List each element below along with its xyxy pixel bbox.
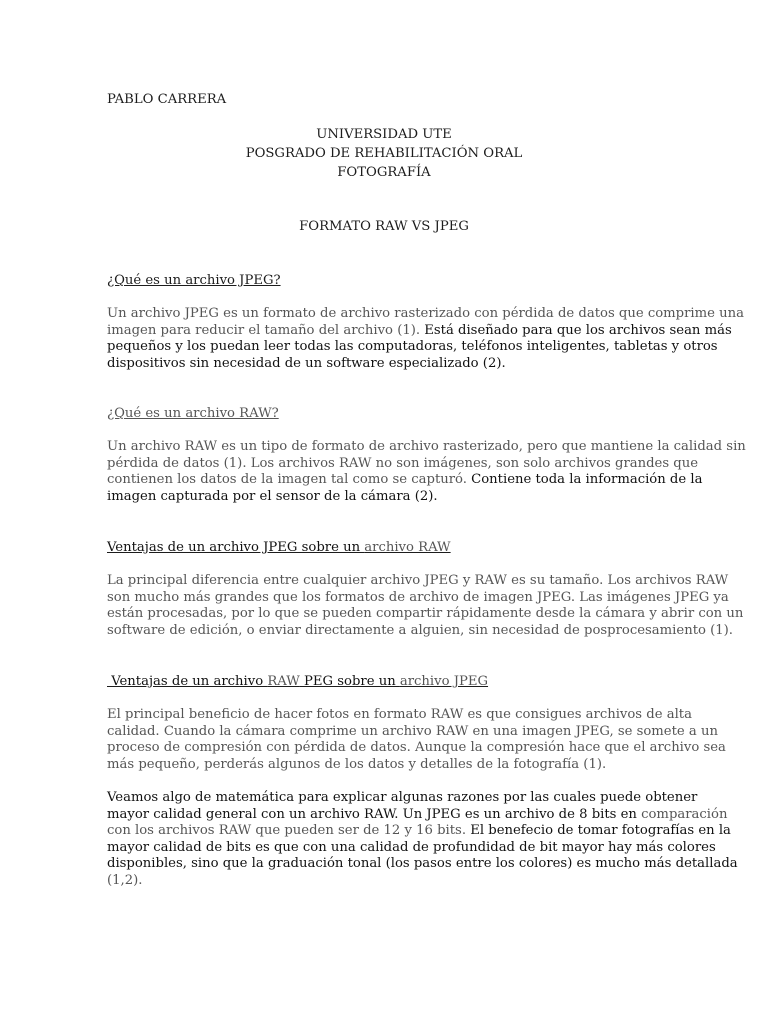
- paragraph-line: [107, 322, 732, 340]
- paragraph-line: La principal diferencia entre cualquier archivo JPEG y RAW es su tamaño. Los archivos RAW: [107, 573, 729, 588]
- heading-text: archivo JPEG: [399, 674, 489, 689]
- paragraph-line: Un archivo RAW es un tipo de formato de archivo rasterizado, pero que mantiene la calidad sin: [107, 439, 746, 454]
- paragraph-text: contienen los datos de la imagen tal como se capturó.: [107, 472, 472, 488]
- paragraph-line: dispositivos sin necesidad de un software especializado (2).: [107, 355, 506, 371]
- paragraph-line: disponibles, sino que la graduación tonal (los pasos entre los colores) es mucho más detallada: [107, 856, 738, 872]
- paragraph-line: [107, 472, 703, 489]
- paragraph-line: El principal beneficio de hacer fotos en formato RAW es que consigues archivos de alta: [107, 707, 692, 722]
- author-name: PABLO CARRERA: [107, 92, 227, 107]
- paragraph-line: (1,2).: [107, 872, 143, 888]
- paragraph-raw-advantages: [107, 707, 726, 773]
- paragraph-line: software de edición, o enviar directamente a alguien, sin necesidad de posprocesamiento (1).: [107, 622, 733, 638]
- paragraph-text: El benefecio de tomar fotografías en la: [470, 823, 731, 839]
- section-heading-raw-advantages: [107, 674, 488, 691]
- section-heading-jpeg: ¿Qué es un archivo JPEG?: [107, 273, 281, 288]
- paragraph-line: mayor calidad de bits es que con una calidad de profundidad de bit mayor hay más colores: [107, 839, 716, 855]
- paragraph-raw: [107, 439, 746, 505]
- paragraph-math: [107, 790, 738, 890]
- paragraph-line: Veamos algo de matemática para explicar algunas razones por las cuales puede obtener: [107, 790, 698, 805]
- paragraph-line: Un archivo JPEG es un formato de archivo rasterizado con pérdida de datos que comprime una: [107, 306, 744, 321]
- heading-text: RAW: [267, 674, 300, 689]
- paragraph-line: están procesadas, por lo que se pueden compartir rápidamente desde la cámara y abrir con un: [107, 606, 744, 622]
- paragraph-text: comparación: [641, 806, 728, 822]
- paragraph-line: más pequeño, perderás algunos de los datos y detalles de la fotografía (1).: [107, 756, 607, 772]
- section-heading-jpeg-advantages: [107, 540, 451, 557]
- heading-text: archivo RAW: [364, 540, 451, 555]
- heading-text: PEG sobre un: [299, 674, 400, 689]
- paragraph-text: Está diseñado para que los archivos sean más: [424, 322, 732, 338]
- paragraph-jpeg: [107, 306, 744, 372]
- document-title: FORMATO RAW VS JPEG: [299, 219, 469, 234]
- heading-text: Ventajas de un archivo JPEG sobre un: [107, 540, 365, 555]
- course-name: FOTOGRAFÍA: [337, 165, 431, 180]
- paragraph-line: pérdida de datos (1). Los archivos RAW no son imágenes, son solo archivos grandes que: [107, 455, 699, 471]
- paragraph-line: proceso de compresión con pérdida de datos. Aunque la compresión hace que el archivo sea: [107, 740, 726, 756]
- program-name: POSGRADO DE REHABILITACIÓN ORAL: [245, 146, 523, 161]
- paragraph-line: [107, 806, 728, 824]
- paragraph-jpeg-advantages: [107, 573, 744, 639]
- paragraph-line: son mucho más grandes que los formatos de archivo de imagen JPEG. Las imágenes JPEG ya: [107, 589, 729, 605]
- university-name: UNIVERSIDAD UTE: [316, 127, 452, 142]
- paragraph-line: [107, 823, 731, 840]
- paragraph-text: mayor calidad general con un archivo RAW. Un JPEG es un archivo de 8 bits en: [107, 806, 642, 822]
- paragraph-line: imagen capturada por el sensor de la cámara (2).: [107, 488, 438, 504]
- paragraph-line: pequeños y los puedan leer todas las computadoras, teléfonos inteligentes, tabletas y otros: [107, 339, 718, 355]
- section-heading-raw: ¿Qué es un archivo RAW?: [107, 406, 279, 421]
- paragraph-line: calidad. Cuando la cámara comprime un archivo RAW en una imagen JPEG, se somete a un: [107, 723, 718, 739]
- paragraph-text: imagen para reducir el tamaño del archivo (1).: [107, 322, 425, 338]
- paragraph-text: Contiene toda la información de la: [471, 472, 703, 488]
- paragraph-text: con los archivos RAW que pueden ser de 12 y 16 bits.: [107, 823, 471, 839]
- heading-text: Ventajas de un archivo: [107, 674, 268, 689]
